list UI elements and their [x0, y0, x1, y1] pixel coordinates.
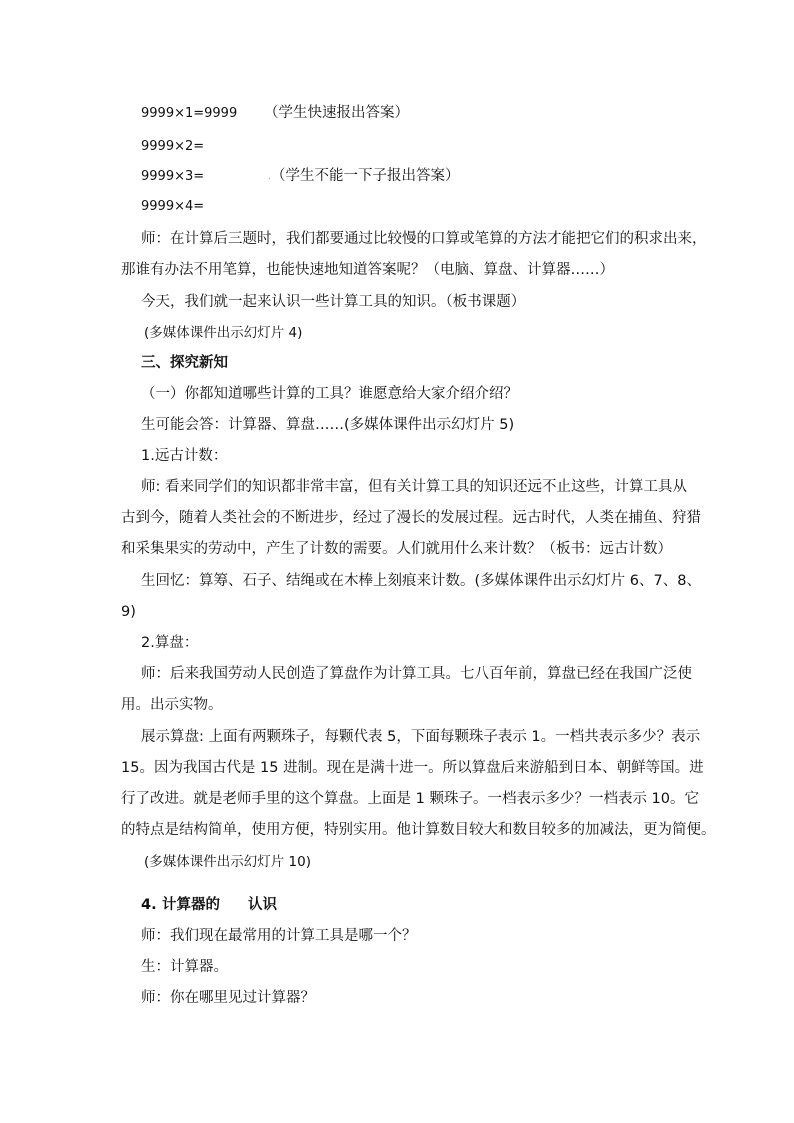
paragraph-6-line-3: 和采集果实的劳动中，产生了计数的需要。人们就用什么来计数？（板书：远古计数）	[121, 541, 672, 557]
equation-1-expr: 9999×1=9999	[141, 106, 238, 121]
equation-1-note: （学生快速报出答案）	[264, 105, 409, 121]
question-1: （一）你都知道哪些计算的工具？谁愿意给大家介绍介绍？	[141, 386, 518, 402]
paragraph-12: 生：计算器。	[141, 959, 228, 975]
paragraph-6-line-1: 师: 看来同学们的知识都非常丰富，但有关计算工具的知识还远不止这些，计算工具从	[141, 479, 687, 495]
paragraph-1-line-1: 师：在计算后三题时，我们都要通过比较慢的口算或笔算的方法才能把它们的积求出来，	[141, 231, 707, 247]
paragraph-11: 师：我们现在最常用的计算工具是哪一个？	[141, 928, 417, 944]
paragraph-7-line-1: 生回忆：算筹、石子、结绳或在木棒上刻痕来计数。(多媒体课件出示幻灯片 6、7、8、	[141, 573, 701, 589]
subsection-2: 2.算盘：	[141, 635, 199, 651]
paragraph-8-line-1: 师：后来我国劳动人民创造了算盘作为计算工具。七八百年前，算盘已经在我国广泛使	[141, 666, 692, 682]
equation-3-note: （学生不能一下子报出答案）	[271, 168, 460, 184]
equation-4	[141, 196, 204, 217]
paragraph-9-line-4: 的特点是结构简单，使用方便，特别实用。他计算数目较大和数目较多的加减法，更为简便。	[121, 822, 716, 838]
equation-4-expr: 9999×4=	[141, 199, 205, 214]
subsection-4-part-1: 计算器的	[162, 897, 220, 913]
equation-3-expr: 9999×3=	[141, 169, 205, 184]
paragraph-9-line-1: 展示算盘: 上面有两颗珠子，每颗代表 5，下面每颗珠子表示 1。一档共表示多少？表示	[141, 729, 701, 745]
paragraph-7-line-2: 9)	[121, 604, 136, 620]
subsection-4-part-2: 认识	[248, 897, 277, 913]
paragraph-13: 师：你在哪里见过计算器？	[141, 990, 315, 1006]
paragraph-9-line-2: 15。因为我国古代是 15 进制。现在是满十进一。所以算盘后来游船到日本、朝鲜等国。进	[121, 760, 704, 776]
equation-2	[141, 136, 204, 157]
dot-mark: .	[268, 172, 271, 182]
paragraph-6-line-2: 古到今，随着人类社会的不断进步，经过了漫长的发展过程。远古时代，人类在捕鱼、狩猎	[121, 510, 701, 526]
paragraph-1-line-2: 那谁有办法不用笔算，也能快速地知道答案呢？（电脑、算盘、计算器……）	[121, 262, 614, 278]
subsection-4-number: 4.	[141, 897, 157, 913]
equation-3	[141, 166, 204, 187]
paragraph-2: 今天，我们就一起来认识一些计算工具的知识。（板书课题）	[141, 294, 526, 310]
paragraph-3: (多媒体课件出示幻灯片 4)	[144, 325, 303, 341]
equation-2-expr: 9999×2=	[141, 139, 205, 154]
paragraph-8-line-2: 用。出示实物。	[121, 697, 223, 713]
paragraph-9-line-3: 行了改进。就是老师手里的这个算盘。上面是 1 颗珠子。一档表示多少？一档表示 10。它	[121, 791, 700, 807]
answer-1: 生可能会答：计算器、算盘……(多媒体课件出示幻灯片 5)	[141, 417, 515, 433]
paragraph-10: (多媒体课件出示幻灯片 10)	[144, 854, 312, 870]
equation-1	[141, 103, 237, 124]
section-heading-3: 三、探究新知	[141, 355, 228, 371]
subsection-1: 1.远古计数：	[141, 448, 228, 464]
